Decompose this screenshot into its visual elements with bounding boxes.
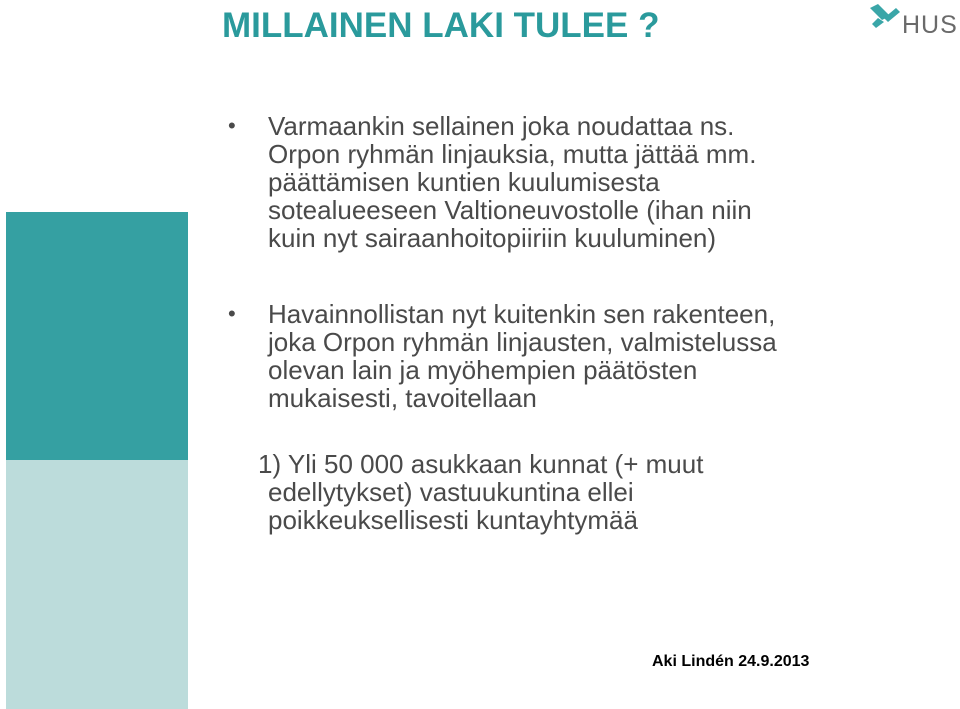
bullet-dot-icon: • xyxy=(228,113,236,138)
text-line: kuin nyt sairaanhoitopiiriin kuuluminen) xyxy=(268,223,717,253)
text-line: Orpon ryhmän linjauksia, mutta jättää mm. xyxy=(268,139,757,169)
bullet-item-2 xyxy=(228,300,940,412)
hus-logo xyxy=(866,4,960,44)
hus-logo-text: HUS xyxy=(902,11,958,39)
slide-content xyxy=(228,112,940,534)
text-line: 1) Yli 50 000 asukkaan kunnat (+ muut xyxy=(258,449,704,479)
text-line: edellytykset) vastuukuntina ellei xyxy=(268,477,634,507)
text-line: poikkeuksellisesti kuntayhtymää xyxy=(268,505,638,535)
text-line: olevan lain ja myöhempien päätösten xyxy=(268,355,698,385)
text-line: mukaisesti, tavoitellaan xyxy=(268,383,537,413)
text-line: Havainnollistan nyt kuitenkin sen rakenteen, xyxy=(268,299,776,329)
decorative-band-light xyxy=(6,460,188,709)
text-line: joka Orpon ryhmän linjausten, valmistelussa xyxy=(268,327,777,357)
footer-author-date: Aki Lindén 24.9.2013 xyxy=(652,653,810,670)
bullet-item-1 xyxy=(228,112,940,252)
text-line: sotealueeseen Valtioneuvostolle (ihan niin xyxy=(268,195,752,225)
text-line: Varmaankin sellainen joka noudattaa ns. xyxy=(268,111,735,141)
numbered-item-1 xyxy=(228,450,940,534)
text-line: päättämisen kuntien kuulumisesta xyxy=(268,167,660,197)
bullet-dot-icon: • xyxy=(228,301,236,326)
decorative-band-dark xyxy=(6,212,188,460)
slide-title: MILLAINEN LAKI TULEE ? xyxy=(222,6,660,45)
hus-logo-mark-icon xyxy=(868,4,902,30)
